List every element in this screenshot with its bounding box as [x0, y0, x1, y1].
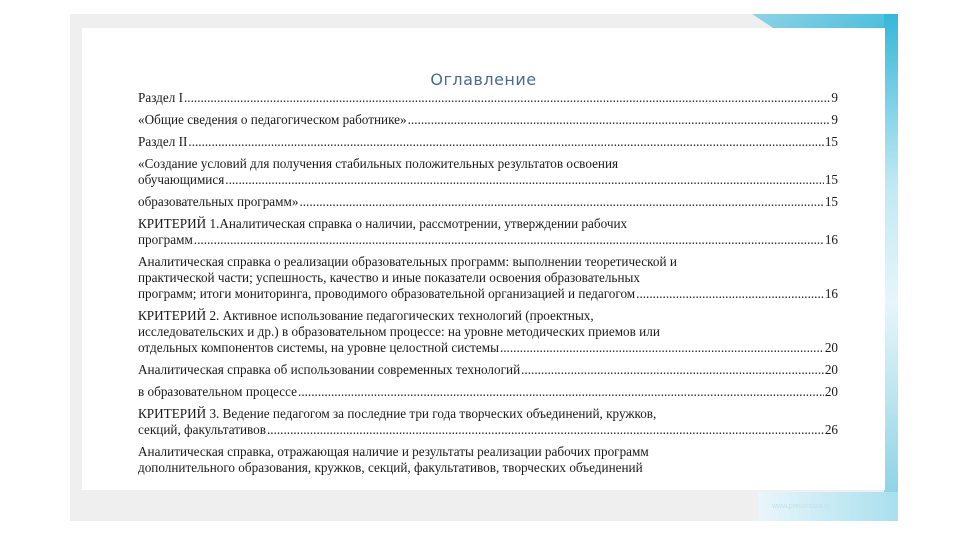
toc-entry-leader-line: [138, 172, 838, 188]
toc-entry-text: секций, факультативов: [138, 422, 266, 437]
toc-entry-text: образовательных программ»: [138, 194, 299, 209]
toc-entry-leader-line: [138, 194, 838, 210]
toc-page-number: 16: [824, 286, 838, 301]
toc-entry-line: КРИТЕРИЙ 1.Аналитическая справка о наличии, рассмотрении, утверждении рабочих: [138, 216, 628, 231]
dot-leader: [636, 286, 824, 302]
toc-entry-line: КРИТЕРИЙ 2. Активное использование педагогических технологий (проектных,: [138, 308, 594, 323]
toc-page-number: 20: [824, 362, 838, 377]
toc-page-number: 9: [831, 112, 838, 127]
toc-entry-leader-line: [138, 362, 838, 378]
toc-entry[interactable]: [138, 384, 838, 400]
toc-entry-text: «Общие сведения о педагогическом работнике»: [138, 112, 407, 127]
toc-entry-text: отдельных компонентов системы, на уровне целостной системы: [138, 340, 499, 355]
toc-entry[interactable]: [138, 134, 838, 150]
toc-list: [138, 90, 838, 476]
toc-page-number: 15: [824, 194, 838, 209]
toc-page-number: 15: [824, 172, 838, 187]
toc-page-number: 9: [831, 90, 838, 105]
toc-entry-leader-line: [138, 340, 838, 356]
toc-entry-leader-line: [138, 286, 838, 302]
toc-entry-leader-line: [138, 422, 838, 438]
dot-leader: [188, 134, 823, 150]
toc-entry[interactable]: [138, 254, 838, 302]
toc-entry[interactable]: [138, 216, 838, 248]
toc-entry-line: практической части; успешность, качество и иные показатели освоения образовательных: [138, 270, 640, 285]
toc-entry[interactable]: [138, 112, 838, 128]
toc-entry[interactable]: [138, 444, 838, 476]
toc-entry-text: Раздел II: [138, 134, 188, 149]
toc-title: Оглавление: [430, 70, 537, 89]
dot-leader: [408, 112, 831, 128]
dot-leader: [500, 340, 824, 356]
toc-page-number: 15: [824, 134, 838, 149]
decorative-side-strip: [884, 14, 898, 494]
dot-leader: [184, 90, 830, 106]
dot-leader: [194, 232, 824, 248]
watermark: www.presentacii.ru: [772, 503, 831, 510]
toc-entry-text: обучающимися: [138, 172, 225, 187]
toc-entry[interactable]: [138, 90, 838, 106]
toc-page-number: 26: [824, 422, 838, 437]
toc-entry-text: в образовательном процессе: [138, 384, 298, 399]
toc-entry[interactable]: [138, 362, 838, 378]
toc-entry-text: программ: [138, 232, 193, 247]
toc-entry-leader-line: [138, 232, 838, 248]
toc-entry-text: программ; итоги мониторинга, проводимого образовательной организацией и педагогом: [138, 286, 636, 301]
toc-entry-leader-line: [138, 112, 838, 128]
dot-leader: [298, 384, 824, 400]
dot-leader: [267, 422, 824, 438]
toc-entry-line: КРИТЕРИЙ 3. Ведение педагогом за последние три года творческих объединений, кружков,: [138, 406, 657, 421]
toc-page-number: 20: [824, 340, 838, 355]
toc-page-number: 20: [824, 384, 838, 399]
toc-entry-text: Раздел I: [138, 90, 183, 105]
toc-entry-line: дополнительного образования, кружков, секций, факультативов, творческих объединений: [138, 460, 643, 475]
document-page: [82, 28, 885, 490]
toc-page-number: 16: [824, 232, 838, 247]
toc-entry-text: Аналитическая справка об использовании современных технологий: [138, 362, 521, 377]
toc-entry-line: «Создание условий для получения стабильных положительных результатов освоения: [138, 156, 619, 171]
toc-entry[interactable]: [138, 156, 838, 188]
toc-entry-leader-line: [138, 90, 838, 106]
toc-entry-leader-line: [138, 384, 838, 400]
dot-leader: [225, 172, 824, 188]
toc-entry-leader-line: [138, 134, 838, 150]
dot-leader: [521, 362, 824, 378]
dot-leader: [299, 194, 823, 210]
toc-entry[interactable]: [138, 308, 838, 356]
toc-entry-line: Аналитическая справка о реализации образовательных программ: выполнении теоретической и: [138, 254, 677, 269]
toc-entry-line: исследовательских и др.) в образовательном процессе: на уровне методических приемов или: [138, 324, 660, 339]
toc-entry[interactable]: [138, 194, 838, 210]
toc-entry-line: Аналитическая справка, отражающая наличие и результаты реализации рабочих программ: [138, 444, 649, 459]
toc-entry[interactable]: [138, 406, 838, 438]
